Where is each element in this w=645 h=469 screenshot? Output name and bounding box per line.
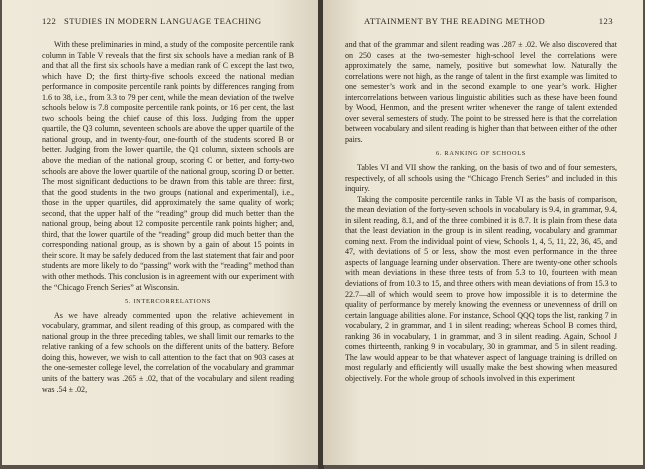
section-heading-ranking: 6. RANKING OF SCHOOLS [436,150,526,158]
right-paragraph-1: Tables VI and VII show the ranking, on the basis of two and of four semesters, respectively, of all schools using the “Chicago French Series” and included in this inquiry. [345,163,617,194]
right-page [323,0,643,465]
section-heading-intercorrelations: 5. INTERCORRELATIONS [124,298,212,306]
left-page-number: 122 [42,16,57,26]
left-paragraph-2: As we have already commented upon the relative achievement in vocabulary, grammar, and silent reading of this group, as compared with the national group in the three preceding tables, we shall limit our remarks to the relative ranking of a few schools on the different units of the battery. Before doing this, however, we wish to call attention to the fact that on 903 cases at the one-semester college level, the correlation of the vocabulary and grammar units of the battery was .265 ± .02, that of the vocabulary and silent reading was .54 ± .02, [42,310,294,394]
left-page [2,0,320,465]
right-page-number: 123 [598,16,613,26]
right-paragraph-continued: and that of the grammar and silent reading was .287 ± .02. We also discovered that on 250 cases at the two-semester high-school level the correlations were approximately the same, namely, positive but somewhat low. Naturally the correlations were not high, as the range of talent in the first example was limited to one semester’s work and in the second example to one year’s work. Higher intercorrelations between various linguistic abilities such as these have been found by Wood, Henmon, and the present writer whenever the range of talent extended over several semesters of study. The point to be stressed here is that the correlation between vocabulary and silent reading is higher than that between either of the other pairs. [345,40,617,144]
left-paragraph-1: With these preliminaries in mind, a study of the composite percentile rank column in Table V reveals that the first six schools have a median rank of B and that all the first six schools have a median rank of C except the last two, which have D; the first thirty-five schools exceed the national median performance in composite percentile rank points by differences ranging from 1.6 to 38, i.e., from 3.3 to 79 per cent, while the mean deviation of the twelve schools below is 7.8 composite percentile rank points, or 16 per cent, the last two schools being the chief cause of this loss. Judging from the upper quartile, the Q3 column, seventeen schools are above the upper quartile of the national group, and in twenty-four, one-fourth of the students scored B or better. Judging from the lower quartile, the Q1 column, sixteen schools are above the median of the national group, scoring C or better, and forty-two schools are above the lower quartile of the national group, scoring D or better. The most significant deductions to be drawn from this table are three: first, that the good students in the two groups (national and experimental), i.e., those in the upper quartiles, did approximately the same quality of work; second, that the upper half of the “reading” group did much better than the national group, being about 12 composite percentile rank points higher; and, third, that the lower quartile of the “reading” group did much better than the corresponding national group, as is shown by a gain of about 15 points in their score. It may be safely deduced from the last statement that fair and poor students are more likely to do “passing” work with the “reading” method than with other methods. This conclusion is in agreement with our experiment with the “Chicago French Series” at Wisconsin. [42,40,294,292]
left-page-body [42,40,294,395]
left-running-head: STUDIES IN MODERN LANGUAGE TEACHING [64,16,262,26]
right-paragraph-2: Taking the composite percentile ranks in Table VI as the basis of comparison, the mean deviation of the forty-seven schools in vocabulary is 9.4, in grammar, 9.4, in silent reading, 8.1, and of the three combined it is 8.7. It is plain from these data that the least deviation in the group is in silent reading, vocabulary and grammar coming next. From the individual point of view, Schools 1, 4, 5, 11, 22, 36, 45, and 47, with deviations of 5 or less, show the most even performance in the three aspects of language learning under observation. There are twenty-one other schools with mean deviations in these three tests of from 5.3 to 10, fourteen with mean deviations of from 10.3 to 15, and three others with mean deviations of from 15.3 to 22.7—all of which would seem to prove how impossible it is to determine the quality of performance by merely knowing the evenness or unevenness of drill on certain language abilities alone. For instance, School QQQ tops the list, ranking 7 in vocabulary, 2 in grammar, and 1 in silent reading; whereas School B comes third, ranking 36 in vocabulary, 1 in grammar, and 3 in silent reading. Again, School J comes thirteenth, ranking 9 in vocabulary, 30 in grammar, and 5 in silent reading. The law would appear to be that whatever aspect of language training is drilled on most regularly and efficiently will usually make the best showing when measured objectively. For the whole group of schools involved in this experiment [345,194,617,383]
right-page-body [345,40,617,385]
right-running-head: ATTAINMENT BY THE READING METHOD [364,16,546,26]
